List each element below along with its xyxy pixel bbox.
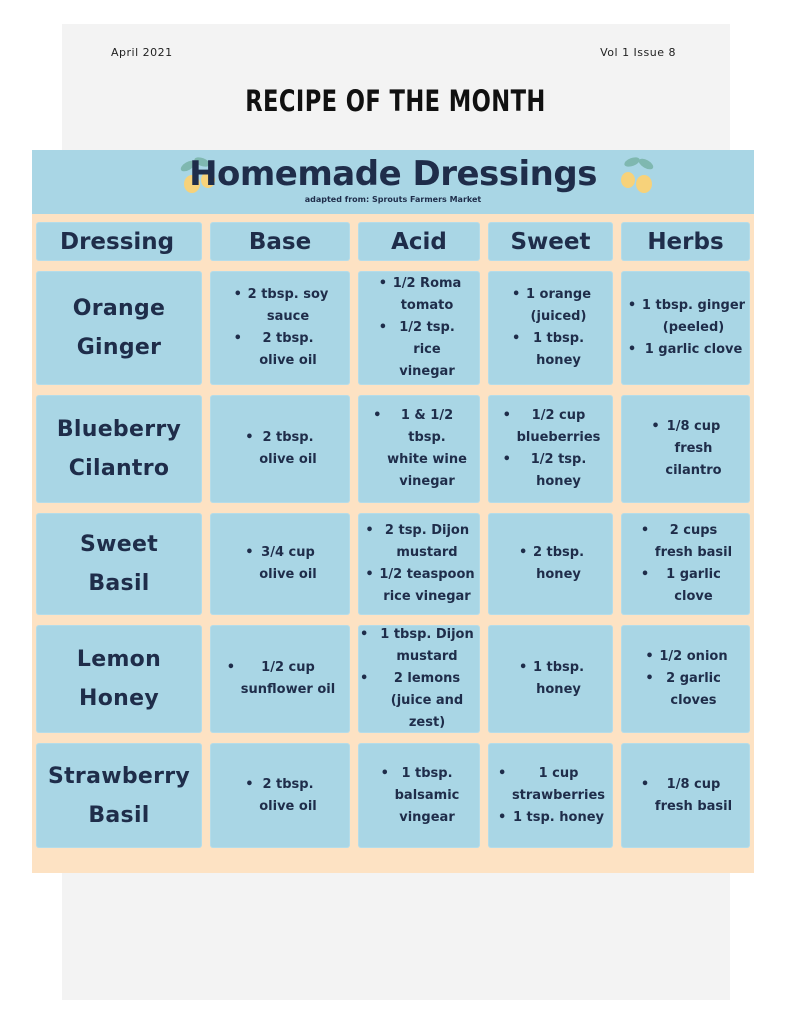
- ingredient-line: • 3/4 cup: [261, 545, 315, 560]
- ingredient-line: • 1 tbsp.: [401, 765, 453, 781]
- ingredient-item: [232, 328, 329, 372]
- ingredient-item: [377, 273, 462, 317]
- ingredient-line: (juiced): [530, 309, 587, 324]
- ingredient-item: [501, 449, 601, 493]
- dressing-name-line: Basil: [88, 571, 150, 596]
- dressings-table: [32, 214, 754, 873]
- ingredient-line: blueberries: [516, 430, 601, 445]
- ingredient-line: tbsp.: [408, 430, 446, 445]
- ingredient-cell-herbs: [621, 625, 750, 733]
- ingredient-item: [643, 668, 727, 712]
- ingredient-item: [639, 564, 732, 608]
- ingredient-item: [643, 646, 727, 668]
- ingredient-line: rice: [413, 342, 441, 357]
- ingredient-line: vinegar: [399, 364, 455, 379]
- ingredient-line: • 1 & 1/2: [400, 408, 454, 423]
- ingredient-line: fresh basil: [654, 545, 733, 560]
- ingredient-line: • 1/2 tsp.: [399, 320, 455, 335]
- ingredient-cell-sweet: [488, 625, 613, 733]
- ingredient-cell-herbs: [621, 743, 750, 848]
- dressing-name-line: Sweet: [79, 532, 159, 557]
- ingredient-cell-base: [210, 513, 350, 615]
- ingredient-item: [358, 624, 480, 668]
- ingredient-cell-base: [210, 271, 350, 385]
- dressing-name-line: Blueberry: [56, 417, 182, 442]
- ingredient-line: honey: [536, 682, 581, 697]
- ingredient-item: [363, 564, 474, 608]
- ingredient-line: vingear: [399, 809, 455, 825]
- ingredient-line: olive oil: [259, 353, 317, 368]
- dressing-name: [36, 271, 202, 385]
- dressing-name: [36, 395, 202, 503]
- column-header-base: Base: [210, 222, 350, 261]
- dressing-name-line: Basil: [88, 802, 150, 828]
- ingredient-line: • 2 tsp. Dijon: [384, 523, 470, 538]
- ingredient-line: fresh basil: [654, 798, 733, 814]
- ingredient-line: • 1/8 cup: [666, 776, 721, 792]
- ingredient-item: [639, 520, 732, 564]
- ingredient-line: • 2 cups: [669, 523, 718, 538]
- ingredient-line: sunflower oil: [240, 682, 336, 697]
- ingredient-line: mustard: [396, 545, 458, 560]
- ingredient-cell-herbs: [621, 395, 750, 503]
- ingredient-item: [243, 427, 317, 471]
- ingredient-cell-base: [210, 625, 350, 733]
- ingredient-item: [232, 284, 329, 328]
- ingredient-item: [243, 542, 317, 586]
- ingredient-line: • 1/2 teaspoon: [379, 567, 475, 582]
- ingredient-line: (juice and zest): [390, 693, 464, 730]
- ingredient-line: • 1 orange: [525, 287, 592, 302]
- ingredient-item: [501, 405, 601, 449]
- ingredient-line: olive oil: [259, 567, 317, 582]
- ingredient-line: strawberries: [511, 787, 606, 803]
- ingredient-item: [510, 328, 591, 372]
- ingredient-line: • 2 tbsp.: [532, 545, 585, 560]
- ingredient-line: balsamic: [394, 787, 460, 803]
- ingredient-item: [371, 405, 467, 493]
- ingredient-line: • 1 garlic: [666, 567, 721, 582]
- ingredient-line: olive oil: [259, 452, 317, 467]
- ingredient-line: • 1/2 Roma: [392, 276, 462, 291]
- ingredient-item: [379, 763, 460, 829]
- ingredient-line: • 1/8 cup: [666, 419, 721, 434]
- ingredient-cell-base: [210, 743, 350, 848]
- dressing-name: [36, 743, 202, 848]
- card-title: Homemade Dressings: [189, 154, 597, 194]
- ingredient-line: • 1 garlic clove: [644, 342, 743, 357]
- ingredient-line: • 2 tbsp.: [262, 776, 314, 792]
- ingredient-line: mustard: [396, 649, 458, 664]
- ingredient-line: tomato: [400, 298, 454, 313]
- ingredient-line: • 1 tbsp.: [532, 331, 585, 346]
- ingredient-cell-sweet: [488, 395, 613, 503]
- ingredient-line: • 1/2 tsp.: [530, 452, 587, 467]
- ingredient-line: (peeled): [662, 320, 725, 335]
- column-header-dressing: Dressing: [36, 222, 202, 261]
- ingredient-line: rice vinegar: [383, 589, 471, 604]
- ingredient-item: [626, 295, 745, 339]
- card-subtitle: adapted from: Sprouts Farmers Market: [304, 195, 482, 204]
- ingredient-item: [358, 668, 480, 734]
- ingredient-line: honey: [536, 567, 581, 582]
- dressing-name-line: Strawberry: [47, 763, 191, 789]
- ingredient-line: • 1 cup: [538, 765, 579, 781]
- ingredient-item: [496, 807, 605, 829]
- ingredient-line: honey: [536, 474, 581, 489]
- ingredient-cell-sweet: [488, 271, 613, 385]
- ingredient-line: olive oil: [259, 798, 317, 814]
- column-header-herbs: Herbs: [621, 222, 750, 261]
- ingredient-line: • 1/2 cup: [531, 408, 586, 423]
- recipe-card: [32, 150, 754, 873]
- ingredient-item: [649, 416, 721, 482]
- ingredient-cell-acid: [358, 513, 480, 615]
- issue-number: Vol 1 Issue 8: [600, 46, 676, 59]
- page-title: RECIPE OF THE MONTH: [245, 84, 546, 118]
- ingredient-line: • 2 tbsp.: [262, 331, 314, 346]
- ingredient-item: [517, 657, 584, 701]
- column-header-acid: Acid: [358, 222, 480, 261]
- ingredient-line: • 2 tbsp.: [262, 430, 314, 445]
- ingredient-line: • 2 garlic: [666, 671, 721, 686]
- ingredient-line: fresh: [674, 441, 713, 456]
- ingredient-line: • 2 lemons: [393, 671, 461, 686]
- dressing-name: [36, 625, 202, 733]
- ingredient-line: • 2 tbsp. soy: [247, 287, 329, 302]
- ingredient-cell-acid: [358, 743, 480, 848]
- ingredient-line: • 1/2 onion: [659, 649, 728, 664]
- ingredient-item: [517, 542, 584, 586]
- issue-date: April 2021: [111, 46, 173, 59]
- ingredient-line: cloves: [670, 693, 717, 708]
- ingredient-cell-acid: [358, 395, 480, 503]
- ingredient-item: [496, 763, 605, 807]
- ingredient-cell-sweet: [488, 513, 613, 615]
- dressing-name-line: Lemon: [76, 647, 162, 672]
- ingredient-item: [626, 339, 745, 361]
- dressing-name-line: Ginger: [76, 335, 162, 360]
- ingredient-item: [225, 657, 335, 701]
- ingredient-line: • 1 tsp. honey: [512, 809, 604, 825]
- ingredient-cell-herbs: [621, 513, 750, 615]
- ingredient-line: • 1 tbsp.: [532, 660, 585, 675]
- ingredient-cell-herbs: [621, 271, 750, 385]
- ingredient-line: sauce: [266, 309, 310, 324]
- dressing-name-line: Orange: [72, 296, 166, 321]
- ingredient-cell-acid: [358, 625, 480, 733]
- ingredient-item: [639, 774, 732, 818]
- ingredient-item: [377, 317, 462, 383]
- ingredient-line: honey: [536, 353, 581, 368]
- dressing-name-line: Honey: [79, 686, 159, 711]
- column-header-sweet: Sweet: [488, 222, 613, 261]
- ingredient-cell-sweet: [488, 743, 613, 848]
- ingredient-line: clove: [674, 589, 713, 604]
- ingredient-line: vinegar: [399, 474, 455, 489]
- ingredient-cell-base: [210, 395, 350, 503]
- ingredient-item: [243, 774, 317, 818]
- ingredient-cell-acid: [358, 271, 480, 385]
- ingredient-line: • 1 tbsp. Dijon: [380, 627, 474, 642]
- ingredient-item: [510, 284, 591, 328]
- dressing-name-line: Cilantro: [68, 456, 170, 481]
- ingredient-line: • 1/2 cup: [261, 660, 315, 675]
- dressing-name: [36, 513, 202, 615]
- ingredient-line: white wine: [387, 452, 467, 467]
- ingredient-item: [363, 520, 474, 564]
- ingredient-line: cilantro: [665, 463, 722, 478]
- ingredient-line: • 1 tbsp. ginger: [641, 298, 746, 313]
